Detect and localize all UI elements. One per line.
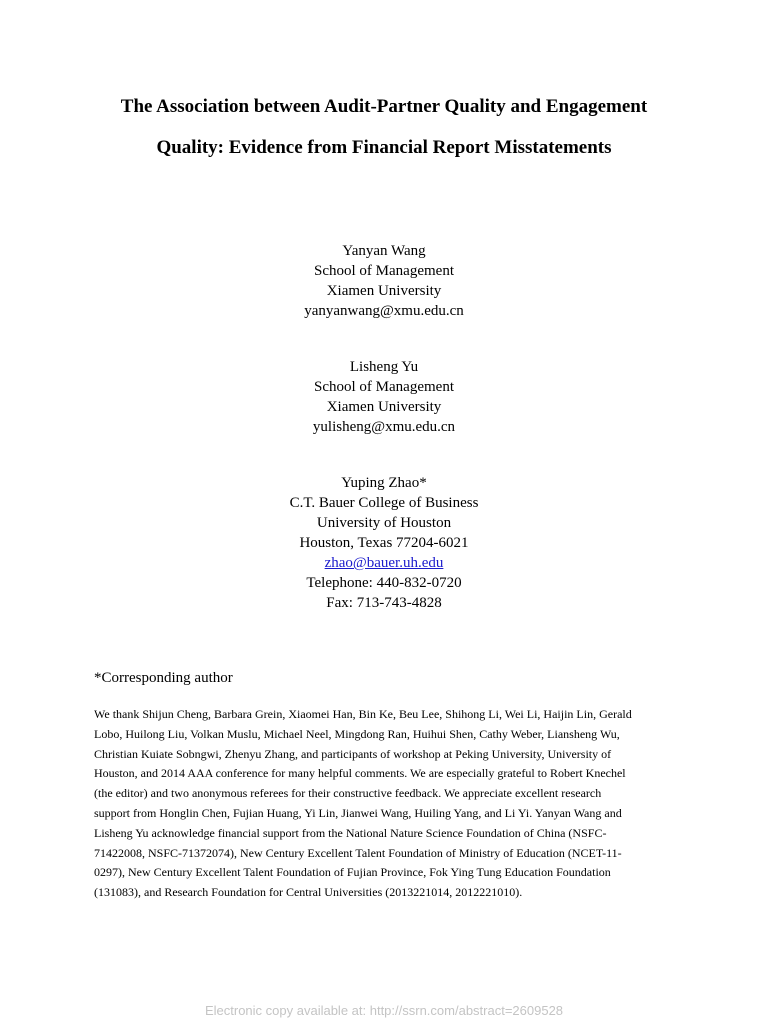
acknowledgment-line: 0297), New Century Excellent Talent Foundation of Fujian Province, Fok Ying Tung Education Foundation — [94, 865, 611, 880]
acknowledgment-line: Christian Kuiate Sobngwi, Zhenyu Zhang, and participants of workshop at Peking University, University of — [94, 746, 612, 761]
author-address: Houston, Texas 77204-6021 — [299, 535, 469, 551]
author-email-wrapper — [184, 553, 584, 573]
author-email: yanyanwang@xmu.edu.cn — [304, 303, 464, 319]
acknowledgment-line: (the editor) and two anonymous referees for their constructive feedback. We appreciate excellent research — [94, 786, 602, 801]
author-institution: Xiamen University — [326, 399, 442, 415]
paper-title-line-2: Quality: Evidence from Financial Report Misstatements — [156, 137, 612, 158]
author-block-yu — [184, 357, 584, 437]
acknowledgment-line: Lobo, Huilong Liu, Volkan Muslu, Michael Neel, Mingdong Ran, Huihui Shen, Cathy Weber, Liansheng Wu, — [94, 726, 620, 741]
author-fax: Fax: 713-743-4828 — [326, 595, 442, 611]
ssrn-watermark-footer: Electronic copy available at: http://ssrn.com/abstract=2609528 — [204, 1003, 564, 1018]
acknowledgment-line: Houston, and 2014 AAA conference for many helpful comments. We are especially grateful to Robert Knechel — [94, 766, 626, 781]
author-institution: University of Houston — [316, 515, 452, 531]
author-email-link[interactable]: zhao@bauer.uh.edu — [324, 555, 444, 571]
author-name: Yuping Zhao* — [341, 475, 427, 491]
acknowledgment-line: Lisheng Yu acknowledge financial support from the National Nature Science Foundation of China (NSFC- — [94, 825, 607, 840]
author-department: C.T. Bauer College of Business — [289, 495, 479, 511]
author-block-zhao — [184, 473, 584, 613]
author-department: School of Management — [314, 379, 454, 395]
author-name: Lisheng Yu — [349, 359, 419, 375]
acknowledgment-line: (131083), and Research Foundation for Central Universities (2013221014, 2012221010). — [94, 885, 523, 900]
acknowledgment-line: 71422008, NSFC-71372074), New Century Excellent Talent Foundation of Ministry of Education (NCET-11- — [94, 845, 622, 860]
corresponding-author-note: *Corresponding author — [94, 670, 233, 686]
acknowledgment-paragraph — [94, 705, 684, 903]
acknowledgment-line: support from Honglin Chen, Fujian Huang, Yi Lin, Jianwei Wang, Huiling Yang, and Li Yi. Yanyan Wang and — [94, 805, 622, 820]
author-institution: Xiamen University — [326, 283, 442, 299]
author-department: School of Management — [314, 263, 454, 279]
author-email: yulisheng@xmu.edu.cn — [312, 419, 456, 435]
acknowledgment-line: We thank Shijun Cheng, Barbara Grein, Xiaomei Han, Bin Ke, Beu Lee, Shihong Li, Wei Li, Haijin Lin, Gerald — [94, 707, 632, 721]
author-name: Yanyan Wang — [342, 243, 426, 259]
paper-title-line-1: The Association between Audit-Partner Quality and Engagement — [120, 96, 648, 117]
author-block-wang — [184, 241, 584, 321]
author-telephone: Telephone: 440-832-0720 — [306, 575, 462, 591]
